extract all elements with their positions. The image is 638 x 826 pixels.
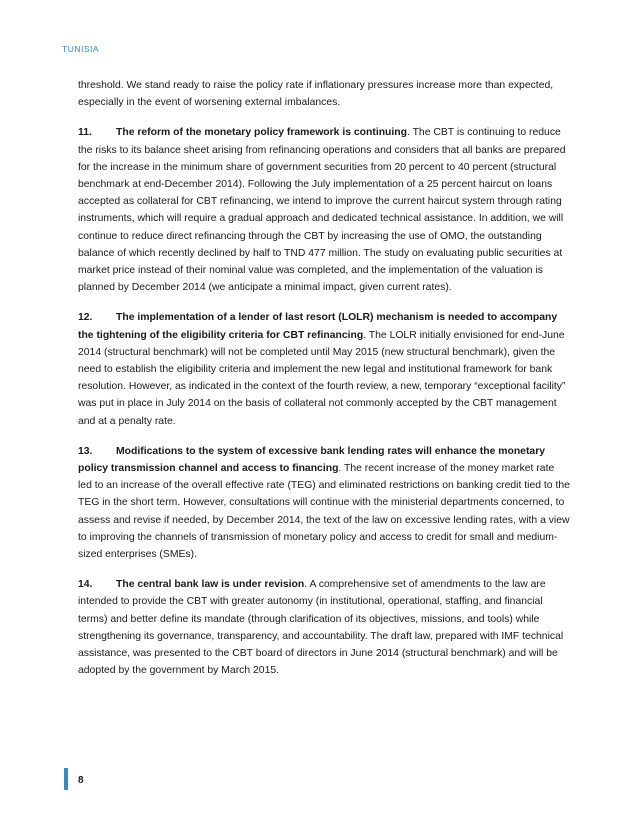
page-number-bar [64, 768, 68, 790]
paragraph-13 [78, 443, 570, 563]
paragraph-lead: Modifications to the system of excessive bank lending rates will enhance the monetary policy transmission channel and access to financing [78, 445, 546, 475]
document-body [78, 77, 570, 693]
paragraph-text: . The recent increase of the money market rate led to an increase of the overall effective rate (TEG) and eliminated restrictions on banking credit tied to the TEG in the short term. However, consultations will continue with the ministerial departments concerned, to assess and revise if needed, by December 2014, the text of the law on excessive lending rates, with a view to improving the channels of transmission of monetary policy and access to credit for small and medium-sized enterprises (SMEs). [78, 463, 570, 561]
paragraph-number: 14. [78, 579, 93, 591]
paragraph-number: 13. [78, 445, 93, 457]
paragraph-lead: The implementation of a lender of last resort (LOLR) mechanism is needed to accompany the tightening of the eligibility criteria for CBT refinancing [78, 312, 558, 341]
paragraph-12 [78, 309, 570, 429]
paragraph-lead: The reform of the monetary policy framework is continuing [116, 127, 407, 139]
paragraph-continuation [78, 77, 570, 111]
paragraph-number: 11. [78, 127, 92, 139]
running-header: TUNISIA [62, 44, 100, 54]
paragraph-text: . The CBT is continuing to reduce the risks to its balance sheet arising from refinancing operations and considers that all banks are prepared for the increase in the minimum share of government securities from 20 percent to 40 percent (structural benchmark at end-December 2014). Following the July implementation of a 25 percent haircut on loans accepted as collateral for CBT refinancing, we intend to improve the current haircut system through rating instruments, which will require a gradual approach and dedicated technical assistance. In addition, we will continue to reduce direct refinancing through the CBT by increasing the use of OMO, the outstanding balance of which recently declined by half to TND 477 million. The study on evaluating public securities at market price instead of their nominal value was completed, and the implementation of the valuation is planned by December 2014 (we anticipate a minimal impact, given current rates). [78, 127, 566, 294]
paragraph-14 [78, 576, 570, 679]
paragraph-text: . The LOLR initially envisioned for end-June 2014 (structural benchmark) will not be completed until May 2015 (new structural benchmark), given the need to establish the eligibility criteria and implement the new legal and institutional framework for bank resolution. However, as indicated in the context of the fourth review, a new, temporary “exceptional facility” was put in place in July 2014 on the basis of collateral not commonly accepted by the CBT management and at a penalty rate. [78, 329, 566, 427]
page-number: 8 [78, 775, 84, 786]
paragraph-text: threshold. We stand ready to raise the policy rate if inflationary pressures increase more than expected, especially in the event of worsening external imbalances. [78, 80, 554, 109]
paragraph-11 [78, 124, 570, 296]
paragraph-number: 12. [78, 312, 93, 324]
paragraph-lead: The central bank law is under revision [116, 579, 305, 591]
paragraph-text: . A comprehensive set of amendments to the law are intended to provide the CBT with greater autonomy (in institutional, operational, staffing, and financial terms) and better define its mandate (through clarification of its objectives, missions, and tools) while strengthening its governance, transparency, and accountability. The draft law, prepared with IMF technical assistance, was presented to the CBT board of directors in June 2014 (structural benchmark) and will be adopted by the government by March 2015. [78, 579, 564, 677]
